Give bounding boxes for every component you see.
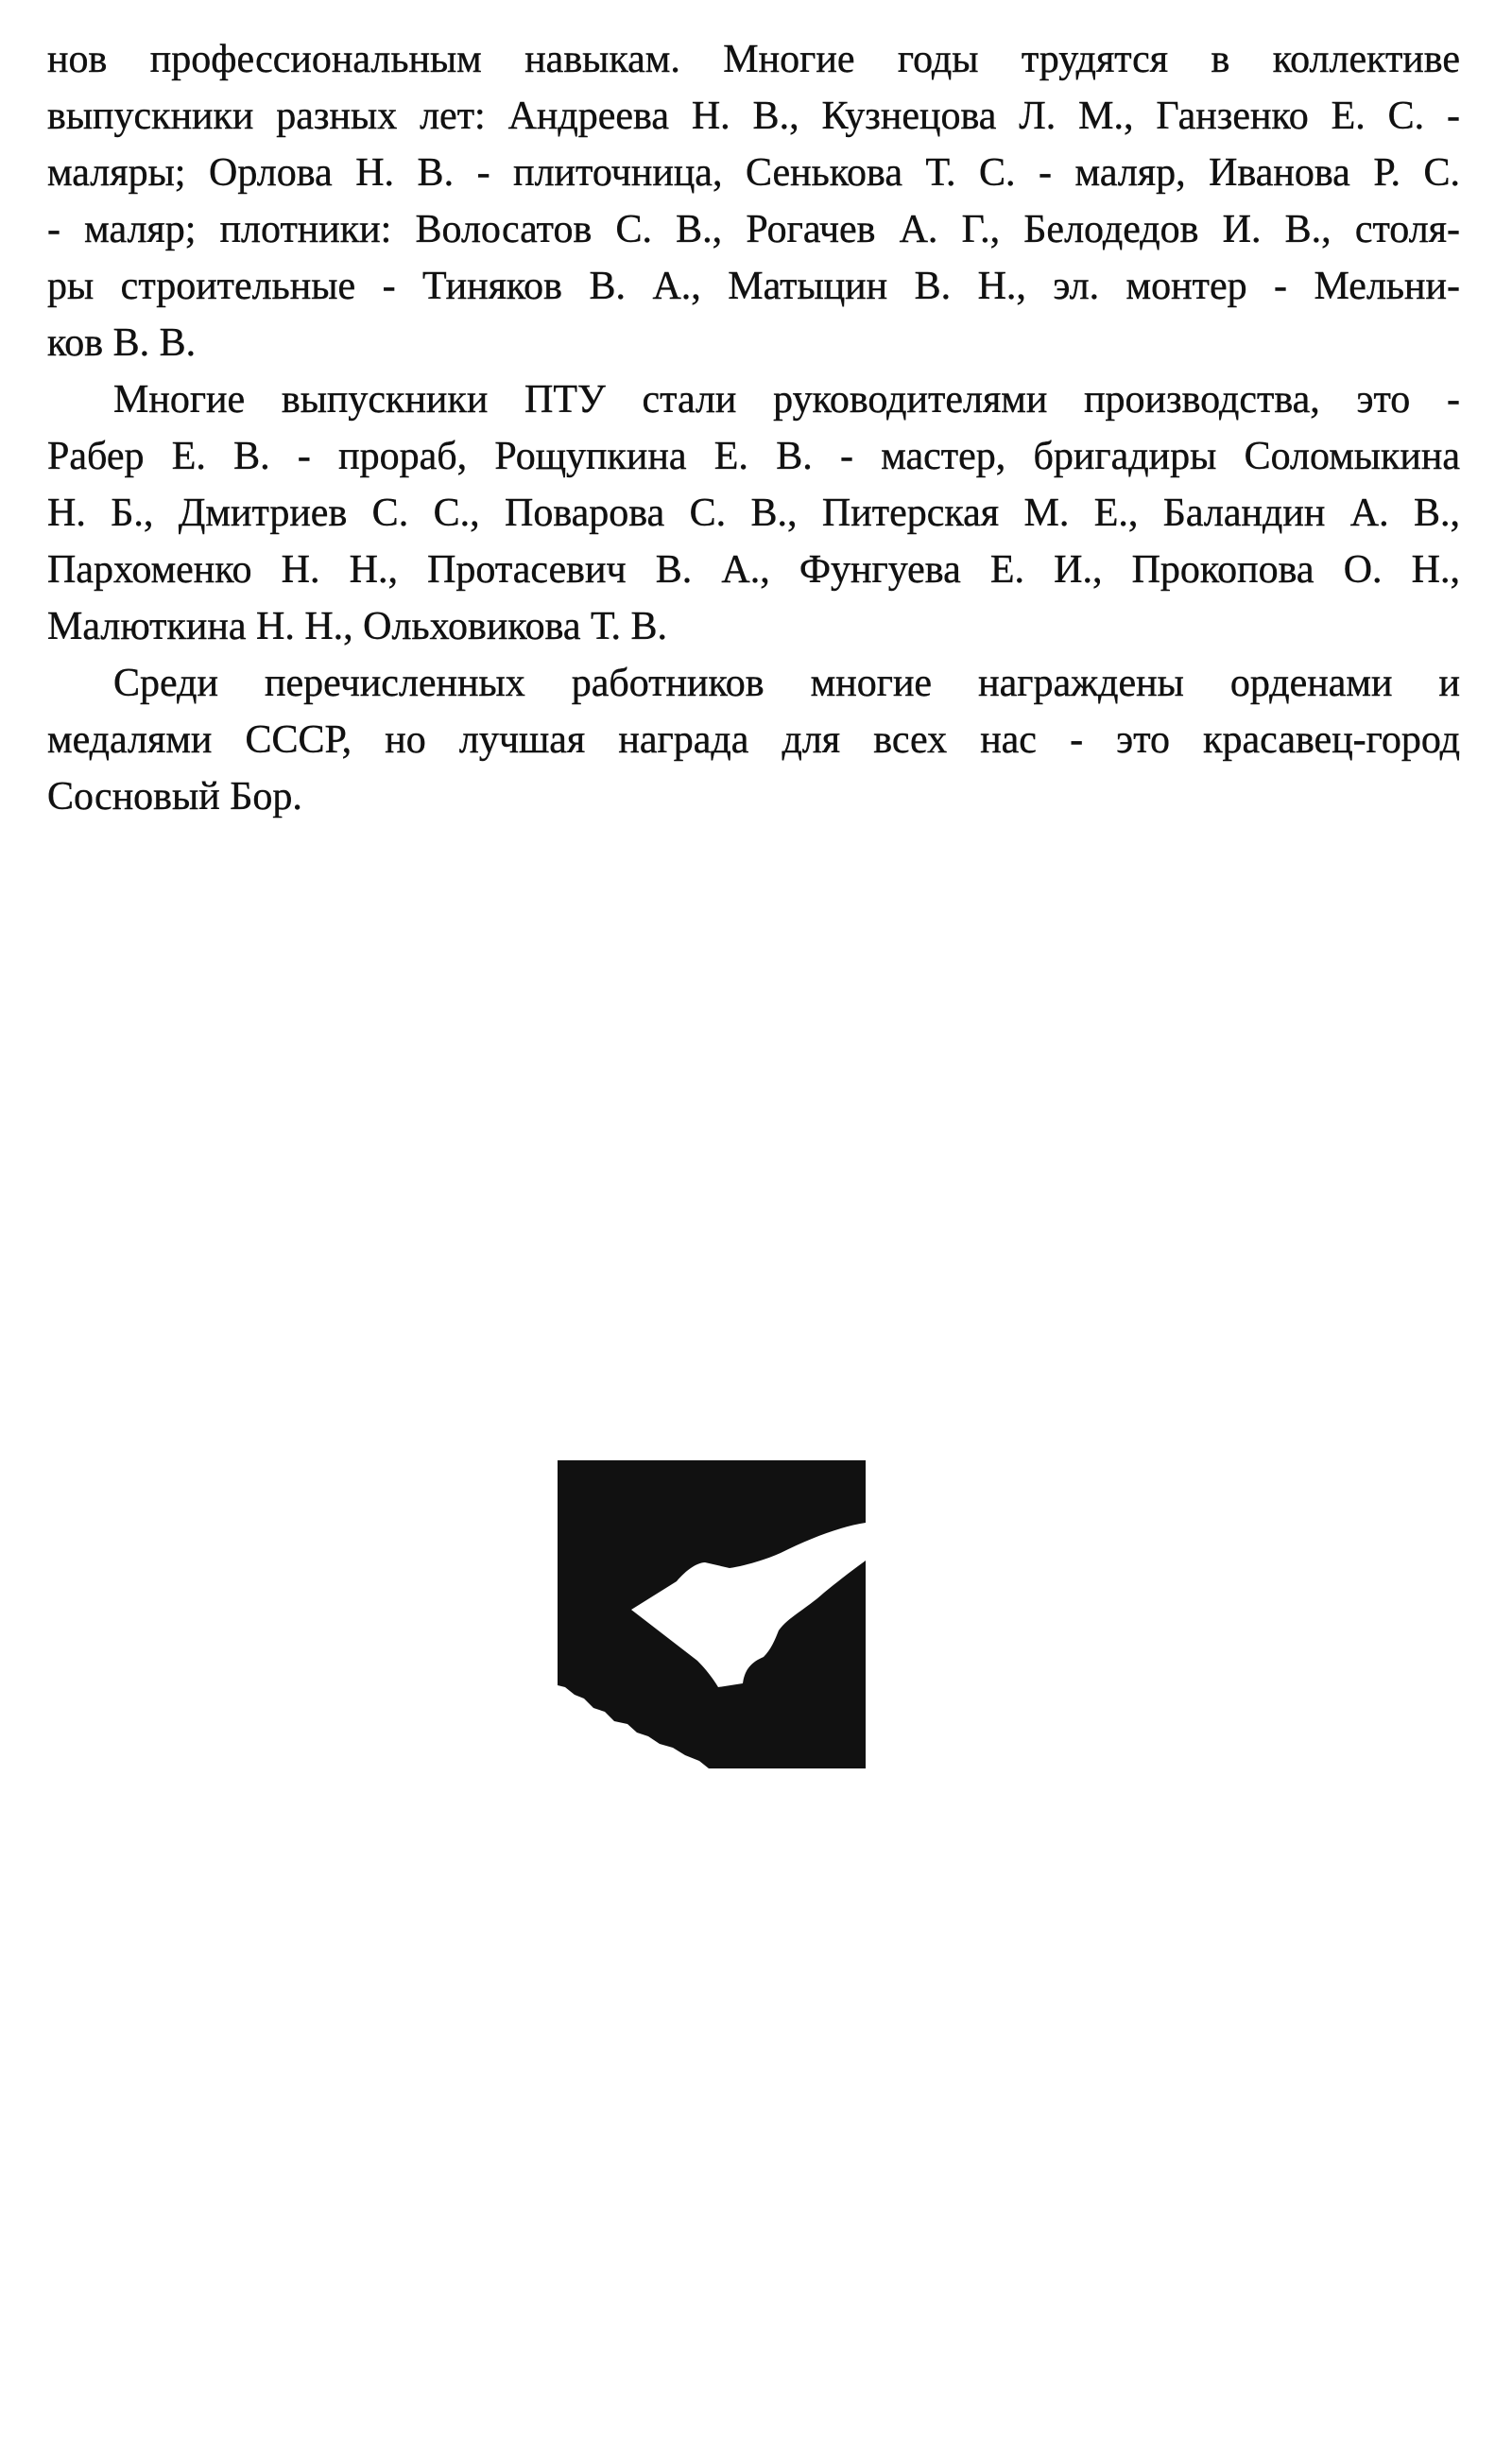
text-line: Н. Б., Дмитриев С. С., Поварова С. В., Питерская М. Е., Баландин А. В., (47, 492, 1460, 535)
text-line: медалями СССР, но лучшая награда для всех нас - это красавец-город (47, 718, 1460, 762)
text-line: выпускники разных лет: Андреева Н. В., Кузнецова Л. М., Ганзенко Е. С. - (47, 95, 1460, 138)
paint-brush-icon (558, 1460, 866, 1768)
text-line: ры строительные - Тиняков В. А., Матыцин В. Н., эл. монтер - Мельни- (47, 265, 1460, 308)
text-line: Среди перечисленных работников многие награждены орденами и (113, 662, 1460, 705)
text-line: ков В. В. (47, 321, 197, 365)
text-line: маляры; Орлова Н. В. - плиточница, Сенькова Т. С. - маляр, Иванова Р. С. (47, 151, 1460, 195)
body-text (47, 31, 1460, 825)
text-line: Сосновый Бор. (47, 775, 302, 819)
text-line: - маляр; плотники: Волосатов С. В., Рогачев А. Г., Белодедов И. В., столя- (47, 208, 1460, 251)
paragraph-3 (47, 655, 1460, 825)
text-line: Рабер Е. В. - прораб, Рощупкина Е. В. - мастер, бригадиры Соломыкина (47, 435, 1460, 478)
paragraph-2 (47, 371, 1460, 655)
text-line: Многие выпускники ПТУ стали руководителями производства, это - (113, 378, 1460, 422)
paragraph-1 (47, 31, 1460, 371)
text-line: Малюткина Н. Н., Ольховикова Т. В. (47, 605, 667, 648)
text-line: нов профессиональным навыкам. Многие годы трудятся в коллективе (47, 38, 1460, 81)
text-line: Пархоменко Н. Н., Протасевич В. А., Фунгуева Е. И., Прокопова О. Н., (47, 548, 1460, 592)
